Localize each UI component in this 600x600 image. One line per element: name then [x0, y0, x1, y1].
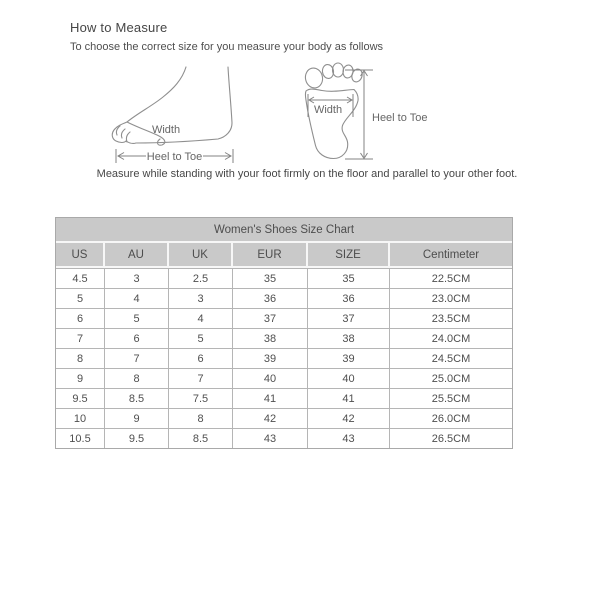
table-row	[56, 368, 512, 388]
table-cell: 25.0CM	[390, 368, 512, 388]
table-cell: 36	[233, 288, 308, 308]
table-cell: 26.5CM	[390, 428, 512, 448]
table-row	[56, 388, 512, 408]
table-cell: 25.5CM	[390, 388, 512, 408]
table-cell: 39	[308, 348, 390, 368]
table-cell: 43	[308, 428, 390, 448]
measurement-diagrams	[95, 60, 455, 172]
table-cell: 7.5	[169, 388, 233, 408]
table-row	[56, 308, 512, 328]
column-header-us: US	[56, 243, 105, 268]
table-cell: 42	[308, 408, 390, 428]
table-cell: 38	[233, 328, 308, 348]
table-cell: 23.0CM	[390, 288, 512, 308]
table-row	[56, 268, 512, 288]
table-cell: 43	[233, 428, 308, 448]
table-cell: 6	[56, 308, 105, 328]
table-cell: 23.5CM	[390, 308, 512, 328]
table-cell: 39	[233, 348, 308, 368]
table-cell: 4	[169, 308, 233, 328]
table-cell: 26.0CM	[390, 408, 512, 428]
table-cell: 3	[169, 288, 233, 308]
column-header-uk: UK	[169, 243, 233, 268]
measure-line-right	[203, 153, 231, 160]
table-row	[56, 428, 512, 448]
table-cell: 38	[308, 328, 390, 348]
table-cell: 37	[233, 308, 308, 328]
table-cell: 9.5	[105, 428, 169, 448]
table-cell: 4.5	[56, 268, 105, 288]
table-cell: 3	[105, 268, 169, 288]
size-chart-table	[56, 218, 512, 448]
page-subtitle: To choose the correct size for you measure your body as follows	[70, 41, 384, 53]
table-cell: 4	[105, 288, 169, 308]
top-width-label: Width	[313, 104, 343, 116]
table-cell: 7	[169, 368, 233, 388]
table-cell: 37	[308, 308, 390, 328]
big-toe	[304, 66, 325, 89]
table-cell: 10.5	[56, 428, 105, 448]
table-cell: 6	[169, 348, 233, 368]
table-cell: 35	[233, 268, 308, 288]
table-cell: 10	[56, 408, 105, 428]
table-cell: 40	[233, 368, 308, 388]
table-cell: 7	[105, 348, 169, 368]
table-cell: 8	[56, 348, 105, 368]
size-chart-title: Women's Shoes Size Chart	[56, 218, 512, 243]
table-row	[56, 328, 512, 348]
heel-toe-end-bars	[345, 70, 373, 159]
table-cell: 8.5	[105, 388, 169, 408]
table-cell: 40	[308, 368, 390, 388]
width-arrow	[309, 97, 352, 103]
table-cell: 8.5	[169, 428, 233, 448]
toe-3	[333, 63, 344, 77]
size-chart-body	[56, 268, 512, 448]
table-cell: 9	[56, 368, 105, 388]
table-row	[56, 288, 512, 308]
table-cell: 41	[308, 388, 390, 408]
table-cell: 24.0CM	[390, 328, 512, 348]
side-width-label: Width	[151, 124, 181, 136]
size-chart-header-row	[56, 243, 512, 268]
column-header-size: SIZE	[308, 243, 390, 268]
size-chart	[55, 217, 513, 449]
table-cell: 5	[169, 328, 233, 348]
table-cell: 6	[105, 328, 169, 348]
size-chart-title-row	[56, 218, 512, 243]
table-cell: 7	[56, 328, 105, 348]
top-heel-to-toe-label: Heel to Toe	[372, 112, 428, 124]
table-cell: 8	[169, 408, 233, 428]
side-heel-to-toe-label: Heel to Toe	[146, 151, 203, 163]
table-cell: 42	[233, 408, 308, 428]
table-cell: 5	[56, 288, 105, 308]
table-cell: 41	[233, 388, 308, 408]
table-row	[56, 408, 512, 428]
table-cell: 9.5	[56, 388, 105, 408]
column-header-eur: EUR	[233, 243, 308, 268]
column-header-au: AU	[105, 243, 169, 268]
measure-line-left	[118, 153, 146, 160]
measurement-note: Measure while standing with your foot firmly on the floor and parallel to your other foot.	[96, 168, 518, 180]
table-row	[56, 348, 512, 368]
heel-toe-arrow	[361, 71, 368, 159]
table-cell: 9	[105, 408, 169, 428]
page-title: How to Measure	[70, 20, 168, 35]
table-cell: 2.5	[169, 268, 233, 288]
table-cell: 24.5CM	[390, 348, 512, 368]
table-cell: 36	[308, 288, 390, 308]
toe-lines	[116, 126, 130, 142]
table-cell: 8	[105, 368, 169, 388]
table-cell: 22.5CM	[390, 268, 512, 288]
table-cell: 35	[308, 268, 390, 288]
column-header-centimeter: Centimeter	[390, 243, 512, 268]
table-cell: 5	[105, 308, 169, 328]
